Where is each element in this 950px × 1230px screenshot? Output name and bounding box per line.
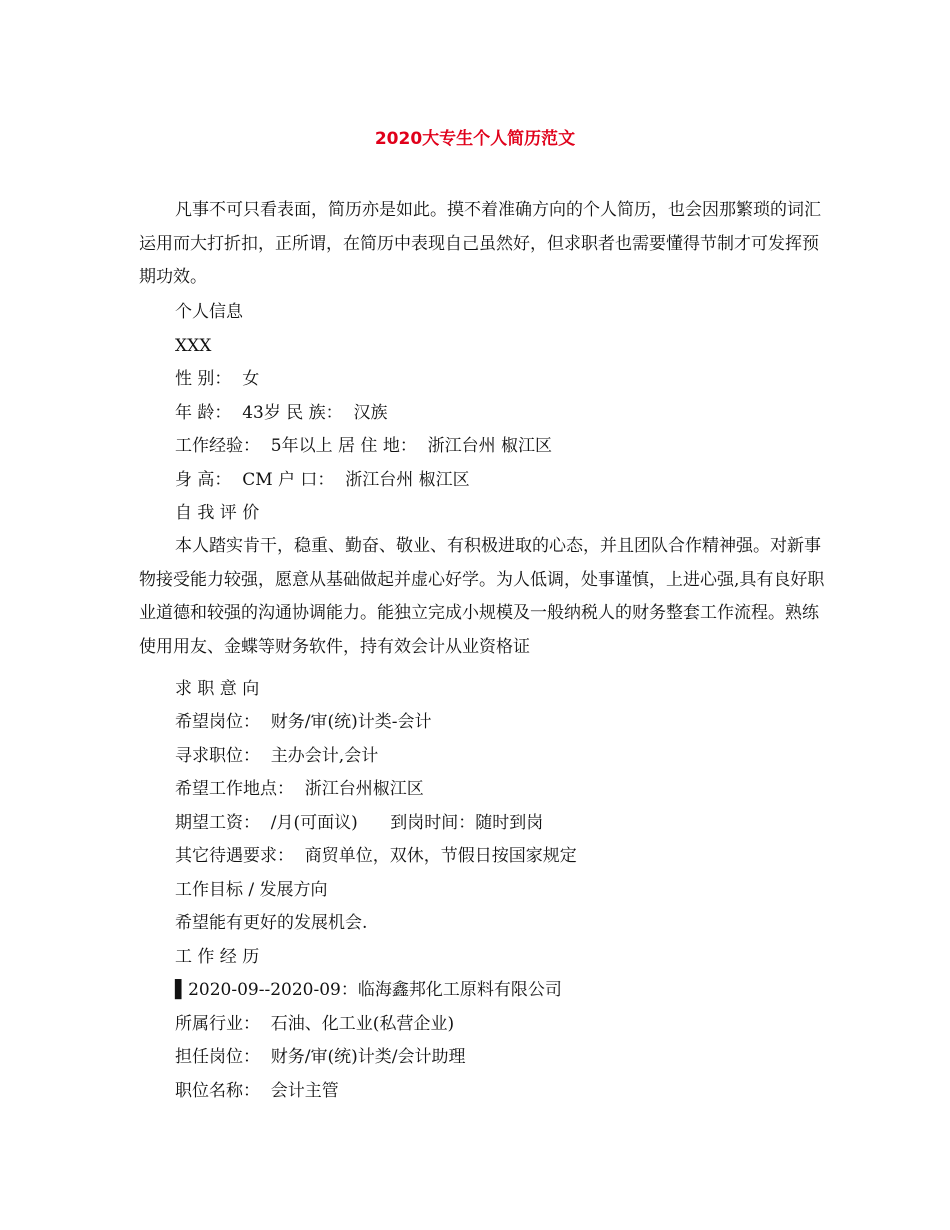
- work-location-line: 希望工作地点： 浙江台州椒江区: [175, 779, 424, 799]
- work-entry-line: ▌2020-09--2020-09：临海鑫邦化工原料有限公司: [175, 980, 562, 1000]
- job-title-line: 职位名称： 会计主管: [175, 1081, 339, 1101]
- role-line: 担任岗位： 财务/审(统)计类/会计助理: [175, 1047, 466, 1067]
- work-goal-text: 希望能有更好的发展机会.: [175, 913, 368, 933]
- self-evaluation-heading: 自 我 评 价: [175, 503, 260, 523]
- industry-line: 所属行业： 石油、化工业(私营企业): [175, 1014, 455, 1034]
- work-goal-heading: 工作目标 / 发展方向: [175, 880, 328, 900]
- job-intent-heading: 求 职 意 向: [175, 679, 260, 699]
- height-hukou-line: 身 高： CM 户 口： 浙江台州 椒江区: [175, 470, 470, 490]
- intro-paragraph: 凡事不可只看表面，简历亦是如此。摸不着准确方向的个人简历，也会因那繁琐的词汇运用而大打折扣，正所谓，在简历中表现自己虽然好，但求职者也需要懂得节制才可发挥预期功效。: [139, 200, 821, 287]
- name-value: XXX: [175, 336, 212, 356]
- work-experience-heading: 工 作 经 历: [175, 947, 260, 967]
- desired-position-line: 希望岗位： 财务/审(统)计类-会计: [175, 712, 432, 732]
- self-evaluation-text: 本人踏实肯干，稳重、勤奋、敬业、有积极进取的心态，并且团队合作精神强。对新事物接受能力较强，愿意从基础做起并虚心好学。为人低调，处事谨慎，上进心强,具有良好职业道德和较强的沟通协调能力。能独立完成小规模及一般纳税人的财务整套工作流程。熟练使用用友、金蝶等财务软件，持有效会计从业资格证: [139, 536, 825, 657]
- experience-residence-line: 工作经验： 5年以上 居 住 地： 浙江台州 椒江区: [175, 436, 553, 456]
- personal-info-heading: 个人信息: [175, 302, 243, 322]
- salary-line: 期望工资： /月(可面议) 到岗时间：随时到岗: [175, 813, 544, 833]
- age-ethnicity-line: 年 龄： 43岁 民 族： 汉族: [175, 403, 388, 423]
- gender-line: 性 别： 女: [175, 369, 260, 389]
- seeking-position-line: 寻求职位： 主办会计,会计: [175, 746, 379, 766]
- other-benefits-line: 其它待遇要求： 商贸单位，双休，节假日按国家规定: [175, 846, 577, 866]
- document-title: 2020大专生个人简历范文: [374, 129, 576, 149]
